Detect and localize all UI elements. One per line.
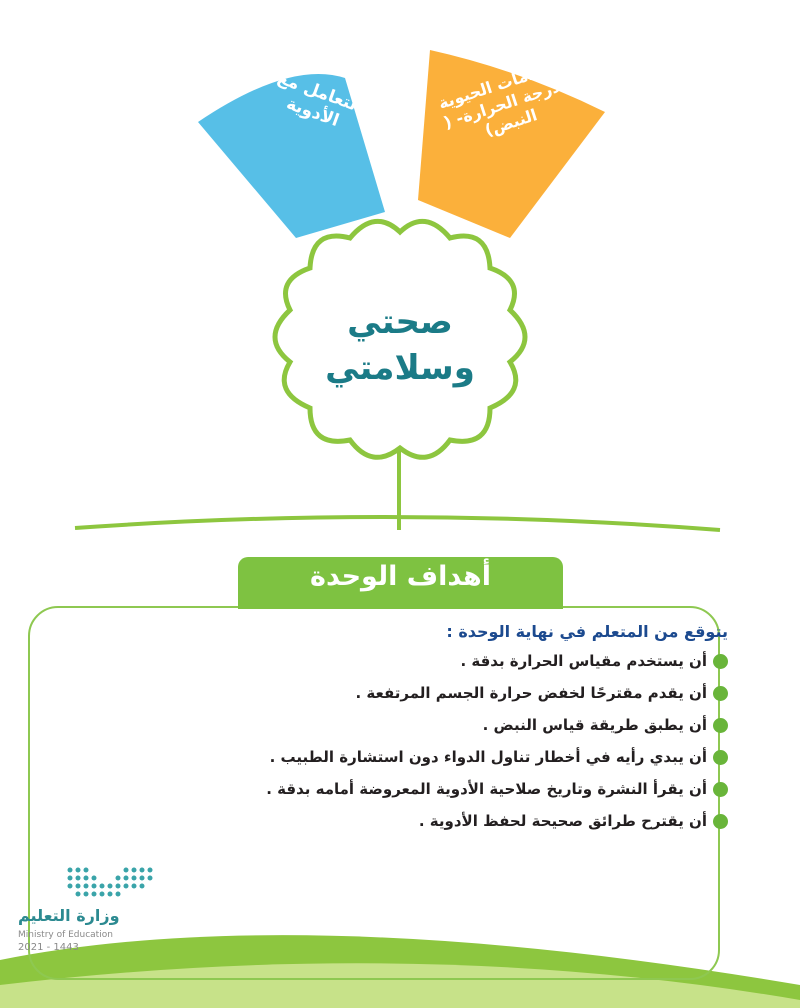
objective-item xyxy=(108,645,728,677)
objective-item xyxy=(108,773,728,805)
objective-text: أن يقدم مقترحًا لخفض حرارة الجسم المرتفعة . xyxy=(355,684,707,702)
objective-text: أن يبدي رأيه في أخطار تناول الدواء دون استشارة الطبيب . xyxy=(269,748,707,766)
objective-text: أن يطبق طريقة قياس النبض . xyxy=(482,716,707,734)
title-line-2: وسلامتي xyxy=(325,347,475,388)
bullet-icon xyxy=(713,814,728,829)
objective-text: أن يستخدم مقياس الحرارة بدقة . xyxy=(460,652,707,670)
petal-label-medicines: التعامل مع الأدوية xyxy=(274,68,366,132)
ministry-logo-arabic: وزارة التعليم xyxy=(18,906,120,925)
objective-text: أن يقرأ النشرة وتاريخ صلاحية الأدوية المعروضة أمامه بدقة . xyxy=(266,780,707,798)
bullet-icon xyxy=(713,654,728,669)
objective-item xyxy=(108,677,728,709)
objective-item xyxy=(108,709,728,741)
objective-item xyxy=(108,741,728,773)
edition-year: 2021 - 1443 xyxy=(18,942,79,953)
bullet-icon xyxy=(713,750,728,765)
objectives-list xyxy=(108,622,728,837)
bullet-icon xyxy=(713,686,728,701)
bullet-icon xyxy=(713,718,728,733)
bullet-icon xyxy=(713,782,728,797)
objective-item xyxy=(108,805,728,837)
title-line-1: صحتي xyxy=(347,302,453,342)
unit-main-title xyxy=(300,300,500,392)
petal-label-vital-signs: العلامات الحيوية -درجة الحرارة- ( النبض) xyxy=(436,56,569,140)
ministry-logo-english: Ministry of Education xyxy=(18,930,113,940)
objectives-title: أهداف الوحدة xyxy=(310,561,491,592)
objective-text: أن يقترح طرائق صحيحة لحفظ الأدوية . xyxy=(418,812,707,830)
objectives-intro: يتوقع من المتعلم في نهاية الوحدة : xyxy=(446,622,728,641)
